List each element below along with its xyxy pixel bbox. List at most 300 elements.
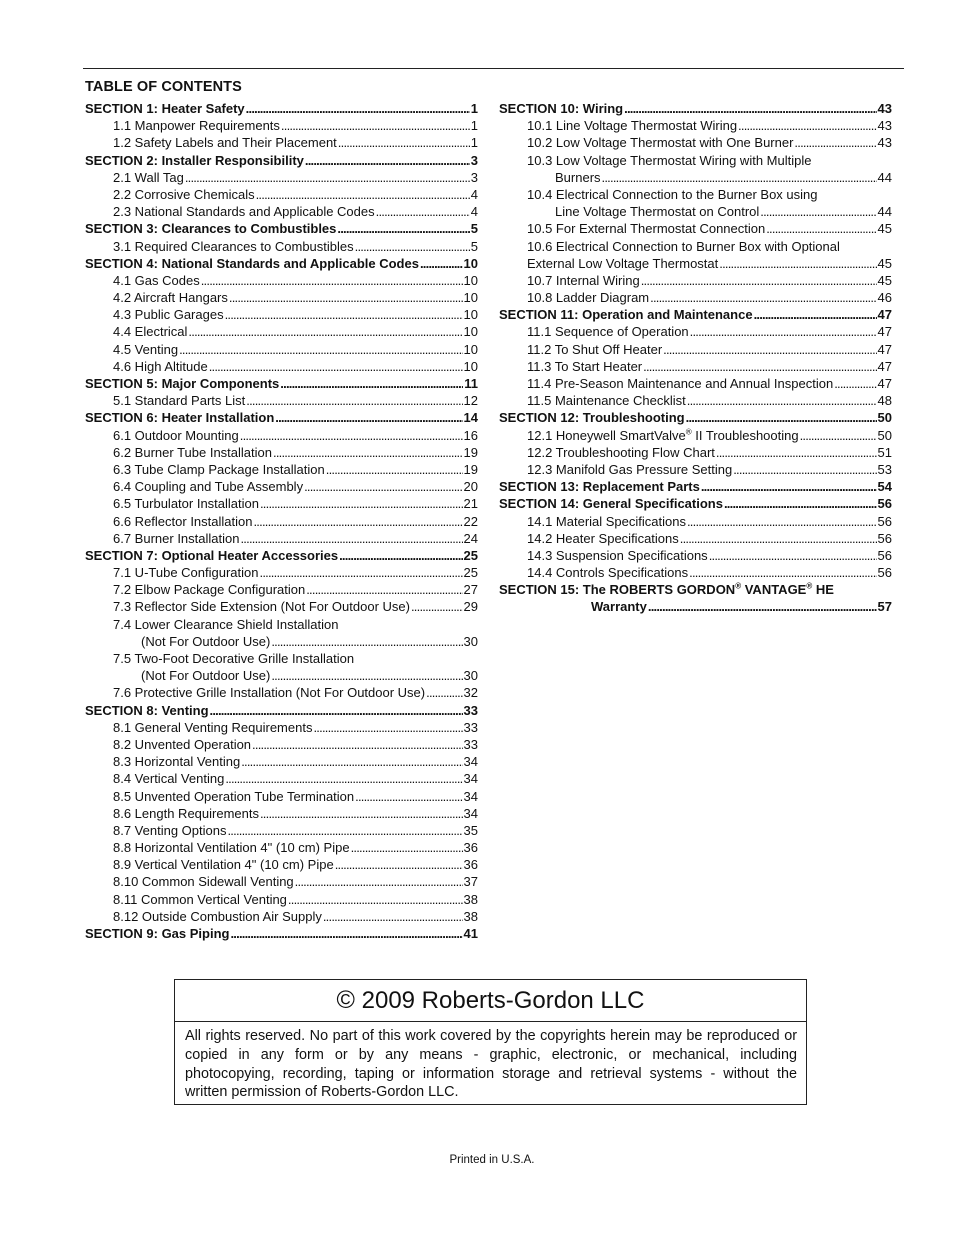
toc-entry[interactable] [85,839,478,856]
dot-leader [355,238,470,255]
toc-entry[interactable] [85,341,478,358]
toc-entry-text: 10.7 Internal Wiring [527,272,640,288]
toc-entry-label [113,323,187,340]
toc-page-number: 32 [463,685,478,701]
toc-page-number: 44 [877,204,892,220]
toc-entry-label [527,427,799,444]
toc-entry-text: 4.4 Electrical [113,324,188,340]
dot-leader [351,839,463,856]
toc-right-column [499,100,892,616]
toc-entry[interactable] [499,461,892,478]
toc-entry[interactable] [499,392,892,409]
toc-entry[interactable] [85,461,478,478]
dot-leader [690,323,877,340]
toc-entry-label [85,152,304,169]
toc-page-number: 43 [877,118,892,134]
toc-entry[interactable] [85,598,478,615]
toc-page-number: 10 [463,272,478,288]
toc-page-number: 10 [463,255,478,271]
toc-page-number: 51 [877,444,892,460]
toc-entry[interactable] [85,478,478,495]
toc-entry-label [113,392,245,409]
toc-entry[interactable] [499,495,892,512]
toc-entry[interactable] [499,513,892,530]
toc-entry-text: Warranty [591,599,647,615]
toc-entry-text: 8.11 Common Vertical Venting [113,891,287,907]
toc-entry[interactable] [85,427,478,444]
toc-entry[interactable] [499,117,892,134]
toc-entry-label [527,358,642,375]
toc-entry-label [113,530,239,547]
toc-entry[interactable] [499,220,892,237]
toc-entry-label [527,289,649,306]
toc-entry-label [527,152,811,169]
dot-leader [716,444,877,461]
toc-entry[interactable] [85,117,478,134]
toc-entry-text: 6.2 Burner Tube Installation [113,444,272,460]
toc-entry-label [527,220,765,237]
toc-entry-text: SECTION 12: Troubleshooting [499,410,685,426]
toc-entry[interactable] [85,925,478,942]
toc-entry-label [113,134,337,151]
toc-entry[interactable] [85,805,478,822]
dot-leader [335,856,463,873]
toc-entry-label [527,238,840,255]
dot-leader [834,375,876,392]
toc-entry-text: 10.8 Ladder Diagram [527,290,650,306]
toc-page-number: 11 [464,376,478,391]
toc-entry[interactable] [85,358,478,375]
toc-entry-text: Line Voltage Thermostat on Control [555,204,760,220]
toc-entry-label [113,495,259,512]
toc-entry[interactable] [85,581,478,598]
toc-entry[interactable] [85,203,478,220]
toc-entry[interactable] [85,633,478,650]
toc-entry-text: 4.5 Venting [113,341,179,357]
toc-entry-text: (Not For Outdoor Use) [141,668,271,684]
toc-entry-text: SECTION 2: Installer Responsibility [85,152,304,168]
toc-page-number: 47 [877,376,892,391]
toc-page-number: 21 [463,496,478,512]
dot-leader [304,478,462,495]
toc-entry[interactable] [499,323,892,340]
toc-entry[interactable] [499,152,892,169]
dot-leader [240,530,462,547]
toc-entry-label [113,461,325,478]
toc-entry-text: 12.2 Troubleshooting Flow Chart [527,444,715,460]
toc-entry-label [499,581,834,598]
toc-entry[interactable] [85,891,478,908]
toc-page-number: 54 [877,479,892,495]
toc-entry-text: 11.2 To Shut Off Heater [527,341,663,357]
toc-entry-text: 6.7 Burner Installation [113,530,240,546]
toc-entry[interactable] [85,392,478,409]
toc-entry-text: External Low Voltage Thermostat [527,255,719,271]
toc-entry[interactable] [85,908,478,925]
dot-leader [687,392,877,409]
dot-leader [709,547,877,564]
dot-leader [227,822,462,839]
top-rule [83,68,904,69]
dot-leader [738,117,876,134]
toc-entry-text: SECTION 6: Heater Installation [85,410,275,426]
toc-entry[interactable] [85,788,478,805]
toc-entry-text: 11.4 Pre-Season Maintenance and Annual Inspection [527,376,834,391]
toc-entry-text: 8.1 General Venting Requirements [113,719,313,735]
toc-entry-label [113,289,228,306]
toc-entry[interactable] [499,100,892,117]
toc-entry[interactable] [499,341,892,358]
dot-leader [689,564,876,581]
toc-entry-label [113,856,334,873]
dot-leader [687,513,877,530]
toc-entry[interactable] [499,444,892,461]
toc-page-number: 25 [463,565,478,581]
toc-entry-text: SECTION 11: Operation and Maintenance [499,307,753,323]
toc-entry[interactable] [85,323,478,340]
dot-leader [760,203,876,220]
toc-page-number: 1 [470,135,478,151]
toc-page-number: 43 [877,135,892,151]
dot-leader [648,598,877,615]
toc-page-number: 34 [463,771,478,787]
dot-leader [253,513,462,530]
toc-entry-text: 10.5 For External Thermostat Connection [527,221,766,237]
dot-leader [643,358,876,375]
toc-entry-label [85,702,209,719]
toc-entry-label [113,238,354,255]
toc-entry[interactable] [499,478,892,495]
toc-entry[interactable] [85,770,478,787]
toc-entry-label [499,495,723,512]
toc-page-number: 57 [877,599,892,615]
toc-page-number: 37 [463,874,478,890]
toc-entry[interactable] [85,375,478,392]
toc-page-number: 45 [877,255,892,271]
toc-entry[interactable] [499,375,892,392]
toc-entry[interactable] [499,564,892,581]
dot-leader [663,341,876,358]
dot-leader [246,100,470,117]
toc-entry[interactable] [85,100,478,117]
toc-entry-label [113,564,259,581]
toc-entry[interactable] [85,684,478,701]
toc-entry[interactable] [85,822,478,839]
toc-entry-label [499,100,623,117]
toc-entry-label [113,616,338,633]
dot-leader [426,684,462,701]
dot-leader [766,220,876,237]
toc-entry-text: SECTION 5: Major Components [85,376,280,391]
toc-entry[interactable] [85,186,478,203]
toc-left-column [85,100,478,942]
toc-page-number: 5 [470,238,478,254]
toc-page-number: 56 [877,496,892,512]
toc-entry-text: SECTION 7: Optional Heater Accessories [85,547,339,563]
toc-entry-label [113,684,425,701]
toc-page-number: 1 [470,101,478,116]
toc-page-number: 46 [877,290,892,306]
dot-leader [754,306,877,323]
toc-entry-label [527,272,640,289]
dot-leader [273,444,463,461]
dot-leader [260,564,463,581]
toc-entry-text: 6.4 Coupling and Tube Assembly [113,479,304,495]
dot-leader [338,134,470,151]
toc-entry[interactable] [85,255,478,272]
toc-entry-label [85,100,245,117]
copyright-symbol: © [336,986,355,1014]
toc-entry-text: 1.1 Manpower Requirements [113,118,280,134]
toc-entry[interactable] [499,581,892,598]
toc-entry[interactable] [85,272,478,289]
toc-entry[interactable] [85,736,478,753]
toc-page-number: 33 [463,736,478,752]
toc-entry[interactable] [499,238,892,255]
toc-page-number: 35 [463,822,478,838]
toc-entry-label [113,873,294,890]
dot-leader [240,427,463,444]
toc-entry[interactable] [85,667,478,684]
toc-page-number: 41 [463,926,478,941]
toc-page-number: 30 [463,633,478,649]
toc-page-number: 3 [470,169,478,185]
toc-entry-label [527,547,708,564]
dot-leader [794,134,876,151]
toc-entry[interactable] [85,650,478,667]
toc-entry[interactable] [499,358,892,375]
toc-entry-label [527,461,732,478]
toc-page-number: 27 [463,582,478,598]
toc-entry-text: 2.3 National Standards and Applicable Codes [113,204,375,220]
dot-leader [225,306,463,323]
toc-entry-text: 8.8 Horizontal Ventilation 4" (10 cm) Pipe [113,840,350,856]
dot-leader [602,169,877,186]
dot-leader [411,598,463,615]
toc-entry-text: 14.2 Heater Specifications [527,530,679,546]
toc-entry-label [113,581,305,598]
toc-entry-label [113,306,224,323]
toc-entry-text: 8.5 Unvented Operation Tube Termination [113,788,355,804]
dot-leader [733,461,876,478]
dot-leader [724,495,877,512]
dot-leader [256,186,470,203]
toc-entry-text: 6.1 Outdoor Mounting [113,427,239,443]
toc-entry-label [141,667,270,684]
dot-leader [241,753,462,770]
toc-entry[interactable] [499,530,892,547]
toc-entry-label [113,788,354,805]
toc-entry[interactable] [85,547,478,564]
toc-entry[interactable] [85,753,478,770]
toc-page-number: 3 [470,152,478,168]
dot-leader [719,255,876,272]
toc-entry-text: 2.1 Wall Tag [113,169,184,185]
toc-entry-text: 12.1 Honeywell SmartValve [527,427,686,443]
toc-page-number: 24 [463,530,478,546]
toc-entry-label [85,375,279,392]
toc-page-number: 33 [463,719,478,735]
toc-entry[interactable] [85,564,478,581]
toc-page-number: 4 [470,186,478,202]
toc-entry-text: 12.3 Manifold Gas Pressure Setting [527,461,733,477]
toc-entry-text: 7.5 Two-Foot Decorative Grille Installation [113,651,355,666]
dot-leader [210,702,463,719]
toc-entry-label [499,409,685,426]
toc-page-number: 4 [470,204,478,220]
toc-entry[interactable] [85,169,478,186]
dot-leader [323,908,463,925]
dot-leader [305,152,470,169]
toc-entry[interactable] [499,272,892,289]
toc-page-number: 56 [877,547,892,563]
toc-entry[interactable] [499,134,892,151]
toc-entry-text: SECTION 3: Clearances to Combustibles [85,221,337,237]
toc-page-number: 34 [463,788,478,804]
toc-entry-label [113,891,287,908]
toc-entry-text: SECTION 10: Wiring [499,101,624,116]
toc-entry-label [113,427,239,444]
toc-entry[interactable] [499,427,892,444]
toc-entry[interactable] [499,598,892,615]
toc-entry-text: 4.1 Gas Codes [113,272,200,288]
dot-leader [229,289,463,306]
toc-entry-label [527,117,737,134]
toc-page-number: 34 [463,805,478,821]
dot-leader [179,341,462,358]
dot-leader [225,770,462,787]
dot-leader [288,891,463,908]
toc-entry-label [113,598,410,615]
toc-entry-label [113,908,322,925]
toc-entry-label [527,375,833,392]
toc-entry[interactable] [85,444,478,461]
toc-entry-text: 8.7 Venting Options [113,822,227,838]
toc-entry-text: 8.4 Vertical Venting [113,771,225,787]
toc-entry[interactable] [85,513,478,530]
toc-entry-label [527,530,679,547]
dot-leader [230,925,462,942]
toc-page-number: 45 [877,221,892,237]
toc-entry-label [527,513,686,530]
dot-leader [306,581,462,598]
toc-entry[interactable] [85,856,478,873]
copyright-year: 2009 [354,987,416,1014]
toc-entry[interactable] [499,306,892,323]
dot-leader [209,358,463,375]
dot-leader [188,323,462,340]
toc-entry[interactable] [85,289,478,306]
dot-leader [686,409,877,426]
toc-entry[interactable] [499,409,892,426]
toc-entry[interactable] [85,530,478,547]
dot-leader [252,736,462,753]
toc-page-number: 12 [463,393,478,409]
toc-entry-text: 8.9 Vertical Ventilation 4" (10 cm) Pipe [113,857,334,873]
toc-entry[interactable] [85,238,478,255]
toc-entry-label [113,719,312,736]
toc-page-number: 25 [463,547,478,563]
toc-page-number: 20 [463,479,478,495]
toc-page-number: 56 [877,513,892,529]
toc-entry-text-cont: VANTAGE [741,582,807,598]
toc-page-number: 10 [463,324,478,340]
toc-entry-label [113,444,272,461]
dot-leader [650,289,876,306]
toc-page-number: 10 [463,307,478,323]
toc-entry-label [527,186,818,203]
toc-entry[interactable] [499,169,892,186]
copyright-notice: All rights reserved. No part of this work covered by the copyrights herein may be reproduced or copied in any form or by any means - graphic, electronic, or mechanical, including photocopying, recording, taping or information storage and retrieval systems - without the written permission of Roberts-Gordon LLC. [185,1028,797,1101]
toc-entry[interactable] [85,495,478,512]
toc-entry[interactable] [85,306,478,323]
toc-page-number: 53 [877,461,892,477]
toc-entry-text: SECTION 8: Venting [85,702,209,718]
copyright-heading [175,980,806,1022]
toc-page-number: 50 [877,410,892,426]
toc-entry-label [527,341,662,358]
toc-entry-text: 1.2 Safety Labels and Their Placement [113,135,337,151]
toc-entry-text: 4.3 Public Garages [113,307,224,323]
toc-entry[interactable] [85,409,478,426]
toc-page-number: 10 [463,290,478,306]
dot-leader [337,220,469,237]
toc-entry-text: 6.3 Tube Clamp Package Installation [113,461,325,477]
dot-leader [246,392,462,409]
dot-leader [295,873,463,890]
toc-entry[interactable] [499,289,892,306]
registered-mark: ® [806,581,813,591]
toc-entry[interactable] [85,873,478,890]
toc-page-number: 47 [877,324,892,340]
toc-page-number: 50 [877,427,892,443]
toc-entry-text: 8.10 Common Sidewall Venting [113,874,294,890]
toc-entry[interactable] [85,719,478,736]
toc-entry[interactable] [499,547,892,564]
toc-entry[interactable] [85,220,478,237]
toc-entry[interactable] [499,255,892,272]
toc-page-number: 14 [463,410,478,426]
toc-page-number: 47 [877,358,892,374]
toc-entry[interactable] [85,134,478,151]
toc-page-number: 33 [463,702,478,718]
toc-entry[interactable] [499,186,892,203]
toc-entry-text: 3.1 Required Clearances to Combustibles [113,238,354,254]
toc-entry-text: SECTION 9: Gas Piping [85,926,230,941]
toc-entry[interactable] [85,702,478,719]
toc-entry-text-cont: II Troubleshooting [691,427,799,443]
toc-entry-text: 8.2 Unvented Operation [113,736,252,752]
copyright-company: Roberts-Gordon LLC [415,987,645,1014]
toc-entry-text: 4.6 High Altitude [113,358,208,374]
toc-page-number: 36 [463,857,478,873]
toc-entry-label [113,822,226,839]
toc-entry-label [499,598,647,615]
toc-entry-label [85,409,274,426]
toc-entry-label [85,547,338,564]
toc-entry-label [527,323,689,340]
toc-entry-text: 7.6 Protective Grille Installation (Not For Outdoor Use) [113,685,426,701]
toc-entry-text: 10.4 Electrical Connection to the Burner Box using [527,186,818,202]
dot-leader [376,203,470,220]
toc-page-number: 38 [463,908,478,924]
toc-entry[interactable] [85,152,478,169]
toc-entry-text: 7.2 Elbow Package Configuration [113,582,306,598]
toc-page-number: 48 [877,393,892,409]
toc-entry[interactable] [499,203,892,220]
toc-entry[interactable] [85,616,478,633]
toc-page-number: 29 [463,599,478,615]
